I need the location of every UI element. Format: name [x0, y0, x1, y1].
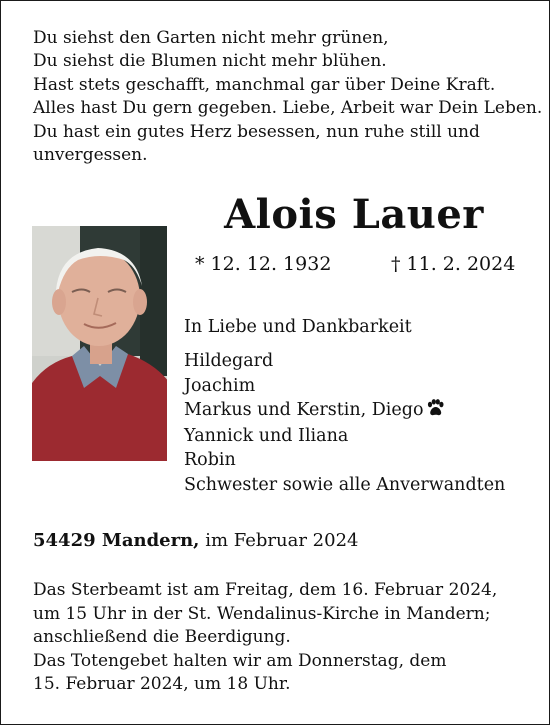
info-line: Das Sterbeamt ist am Freitag, dem 16. Februar 2024,	[33, 580, 498, 600]
portrait-photo	[32, 226, 167, 461]
family-member: Markus und Kerstin, Diego	[184, 399, 424, 420]
poem-line: Du siehst die Blumen nicht mehr blühen.	[33, 51, 387, 72]
family-member: Yannick und Iliana	[184, 426, 349, 447]
family-list	[184, 315, 505, 497]
poem-line: Hast stets geschafft, manchmal gar über Deine Kraft.	[33, 74, 496, 95]
location: 54429 Mandern,	[33, 530, 200, 551]
paw-print-icon	[426, 399, 445, 424]
notice-date: im Februar 2024	[205, 530, 359, 551]
memorial-poem	[33, 27, 543, 167]
info-line: um 15 Uhr in der St. Wendalinus-Kirche in Mandern;	[33, 603, 491, 624]
deceased-name: Alois Lauer	[224, 191, 484, 238]
info-line: Das Totengebet halten wir am Donnerstag, dem	[33, 650, 447, 671]
family-member: Joachim	[184, 375, 256, 396]
family-member: Schwester sowie alle Anverwandten	[184, 474, 506, 495]
family-member: Robin	[184, 450, 236, 471]
place-and-date	[33, 530, 358, 551]
info-line: 15. Februar 2024, um 18 Uhr.	[33, 674, 291, 695]
poem-line: Alles hast Du gern gegeben. Liebe, Arbeit war Dein Leben.	[33, 98, 543, 119]
poem-line: unvergessen.	[33, 145, 148, 166]
service-info	[33, 579, 523, 697]
info-line: anschließend die Beerdigung.	[33, 627, 291, 648]
poem-line: Du hast ein gutes Herz besessen, nun ruhe still und	[33, 121, 480, 142]
poem-line: Du siehst den Garten nicht mehr grünen,	[33, 28, 389, 48]
birth-date: * 12. 12. 1932	[195, 253, 332, 275]
family-member-row	[184, 398, 505, 424]
family-intro: In Liebe und Dankbarkeit	[184, 317, 412, 337]
death-date: † 11. 2. 2024	[391, 253, 516, 275]
family-member: Hildegard	[184, 351, 274, 372]
